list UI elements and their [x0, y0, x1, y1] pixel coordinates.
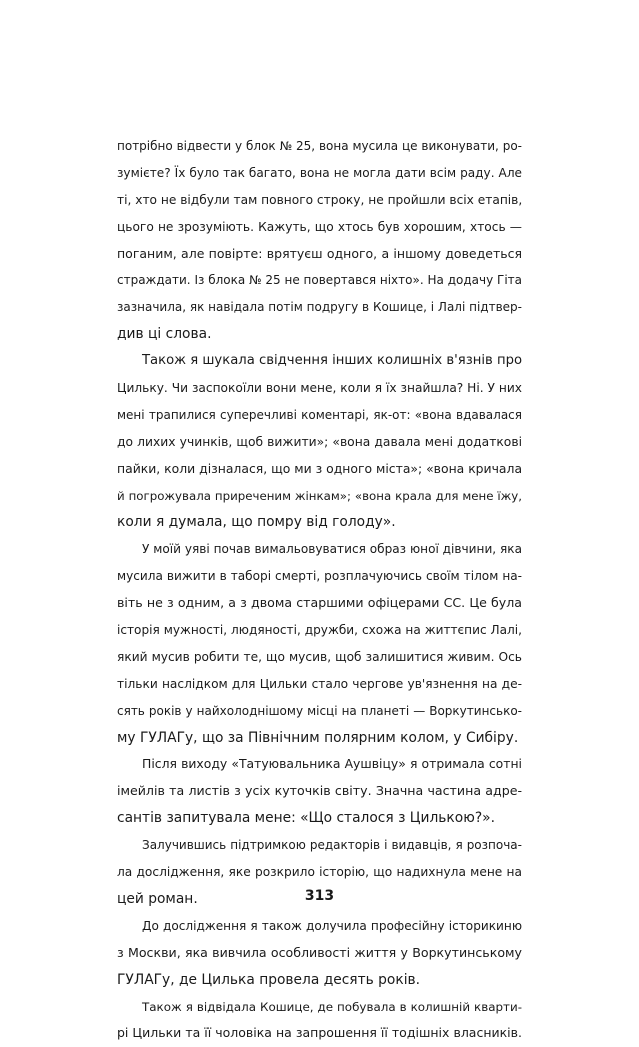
text-line: Також я відвідала Кошице, де побувала в колишній кварти-	[117, 994, 522, 1021]
text-line: історія мужності, людяності, дружби, схожа на життєпис Лалі,	[117, 617, 522, 644]
text-line: імейлів та листів з усіх куточків світу. Значна частина адре-	[117, 778, 522, 805]
text-line: який мусив робити те, що мусив, щоб залишитися живим. Ось	[117, 644, 522, 671]
text-line: рі Цильки та її чоловіка на запрошення її тодішніх власників.	[117, 1020, 522, 1047]
text-line: цей роман.	[117, 886, 522, 913]
text-line: пайки, коли дізналася, що ми з одного міста»; «вона кричала	[117, 456, 522, 483]
text-line: зумієте? Їх було так багато, вона не могла дати всім раду. Але	[117, 160, 522, 187]
text-line: ті, хто не відбули там повного строку, не пройшли всіх етапів,	[117, 187, 522, 214]
text-line: див ці слова.	[117, 321, 522, 348]
text-line: коли я думала, що помру від голоду».	[117, 509, 522, 536]
page-number: 313	[0, 888, 639, 904]
text-line: До дослідження я також долучила професійну історикиню	[117, 913, 522, 940]
paragraph-7	[117, 994, 522, 1047]
text-line: сять років у найхолоднішому місці на планеті — Воркутинсько-	[117, 698, 522, 725]
text-line: з Москви, яка вивчила особливості життя у Воркутинському	[117, 940, 522, 967]
body-text	[117, 133, 522, 1047]
text-line: сантів запитувала мене: «Що сталося з Цилькою?».	[117, 805, 522, 832]
text-line: му ГУЛАГу, що за Північним полярним колом, у Сибіру.	[117, 725, 522, 752]
text-line: Залучившись підтримкою редакторів і видавців, я розпоча-	[117, 832, 522, 859]
paragraph-2	[117, 348, 522, 536]
text-line: мені трапилися суперечливі коментарі, як-от: «вона вдавалася	[117, 402, 522, 429]
text-line: страждати. Із блока № 25 не повертався ніхто». На додачу Гіта	[117, 267, 522, 294]
text-line: поганим, але повірте: врятуєш одного, а іншому доведеться	[117, 241, 522, 268]
text-line: й погрожувала приреченим жінкам»; «вона крала для мене їжу,	[117, 483, 522, 510]
text-line: тільки наслідком для Цильки стало чергове ув'язнення на де-	[117, 671, 522, 698]
text-line: У моїй уяві почав вимальовуватися образ юної дівчини, яка	[117, 536, 522, 563]
text-line: цього не зрозуміють. Кажуть, що хтось був хорошим, хтось —	[117, 214, 522, 241]
text-line: віть не з одним, а з двома старшими офіцерами СС. Це була	[117, 590, 522, 617]
paragraph-1	[117, 133, 522, 348]
text-line: потрібно відвести у блок № 25, вона мусила це виконувати, ро-	[117, 133, 522, 160]
paragraph-3	[117, 536, 522, 751]
text-line: зазначила, як навідала потім подругу в Кошице, і Лалі підтвер-	[117, 294, 522, 321]
text-line: Цильку. Чи заспокоїли вони мене, коли я їх знайшла? Ні. У них	[117, 375, 522, 402]
text-line: ГУЛАГу, де Цилька провела десять років.	[117, 967, 522, 994]
text-line: ла дослідження, яке розкрило історію, що надихнула мене на	[117, 859, 522, 886]
paragraph-6	[117, 913, 522, 994]
text-line: до лихих учинків, щоб вижити»; «вона давала мені додаткові	[117, 429, 522, 456]
text-line: Також я шукала свідчення інших колишніх в'язнів про	[117, 348, 522, 375]
paragraph-4	[117, 751, 522, 832]
text-line: мусила вижити в таборі смерті, розплачуючись своїм тілом на-	[117, 563, 522, 590]
text-line: Після виходу «Татуювальника Аушвіцу» я отримала сотні	[117, 751, 522, 778]
